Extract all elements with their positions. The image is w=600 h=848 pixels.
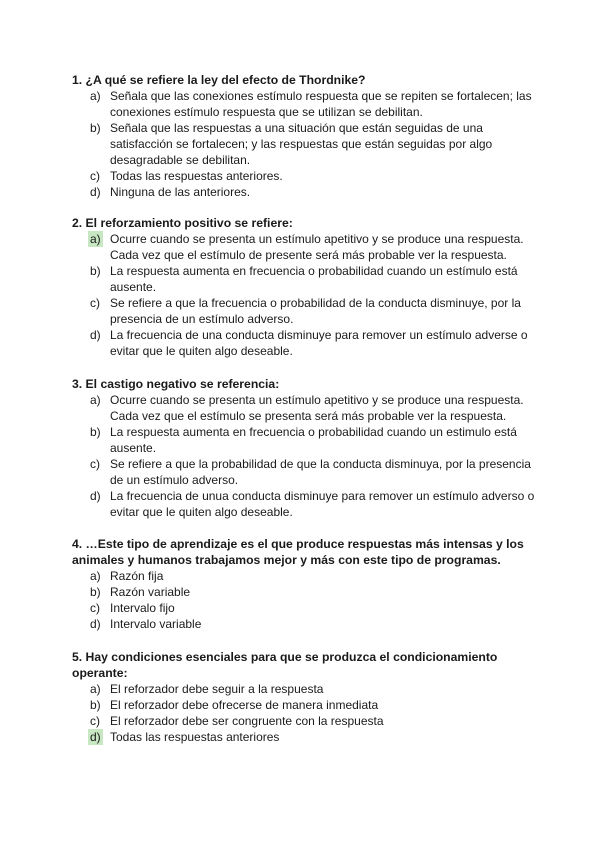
option-c bbox=[72, 456, 542, 488]
option-a bbox=[72, 568, 542, 584]
option-a bbox=[72, 681, 542, 697]
option-text: Todas las respuestas anteriores. bbox=[110, 169, 283, 183]
option-letter: c) bbox=[90, 601, 100, 615]
option-a bbox=[72, 88, 542, 120]
option-text: Todas las respuestas anteriores bbox=[110, 730, 280, 744]
option-text: Intervalo fijo bbox=[110, 601, 175, 615]
option-text: El reforzador debe ofrecerse de manera inmediata bbox=[110, 698, 379, 712]
option-text: Señala que las respuestas a una situación que están seguidas de una satisfacción se fortalecen; y las respuestas que están seguidas por algo desagradable se debilitan. bbox=[110, 121, 493, 167]
option-a bbox=[72, 231, 542, 263]
option-c bbox=[72, 168, 542, 184]
question-4 bbox=[72, 536, 542, 632]
option-list bbox=[72, 681, 542, 745]
option-text: Ocurre cuando se presenta un estímulo apetitivo y se produce una respuesta. Cada vez que el estímulo se presenta será más probable ver la respuesta. bbox=[110, 393, 524, 423]
option-c bbox=[72, 600, 542, 616]
option-letter: b) bbox=[90, 121, 101, 135]
option-letter: a) bbox=[90, 393, 101, 407]
option-letter: d) bbox=[90, 617, 101, 631]
question-title: 2. El reforzamiento positivo se refiere: bbox=[72, 216, 293, 230]
question-title: 4. …Este tipo de aprendizaje es el que produce respuestas más intensas y los animales y humanos trabajamos mejor y más con este tipo de programas. bbox=[72, 537, 524, 567]
option-text: El reforzador debe seguir a la respuesta bbox=[110, 682, 324, 696]
option-text: La frecuencia de una conducta disminuye para remover un estímulo adverse o evitar que le quiten algo deseable. bbox=[110, 328, 528, 358]
option-letter: c) bbox=[90, 457, 100, 471]
option-letter: b) bbox=[90, 425, 101, 439]
option-letter: d) bbox=[90, 328, 101, 342]
option-letter: b) bbox=[90, 264, 101, 278]
option-d bbox=[72, 327, 542, 359]
option-text: Razón fija bbox=[110, 569, 164, 583]
question-3 bbox=[72, 376, 542, 520]
option-letter: b) bbox=[90, 585, 101, 599]
option-text: Intervalo variable bbox=[110, 617, 202, 631]
option-c bbox=[72, 713, 542, 729]
option-a bbox=[72, 392, 542, 424]
option-letter: c) bbox=[90, 169, 100, 183]
option-text: La respuesta aumenta en frecuencia o probabilidad cuando un estímulo está ausente. bbox=[110, 264, 518, 294]
question-5 bbox=[72, 649, 542, 745]
option-b bbox=[72, 120, 542, 168]
option-d bbox=[72, 729, 542, 745]
option-letter: a) bbox=[90, 682, 101, 696]
option-d bbox=[72, 488, 542, 520]
option-text: Se refiere a que la frecuencia o probabilidad de la conducta disminuye, por la presencia de un estímulo adverso. bbox=[110, 296, 521, 326]
option-list bbox=[72, 568, 542, 632]
question-title: 5. Hay condiciones esenciales para que se produzca el condicionamiento operante: bbox=[72, 650, 498, 680]
option-c bbox=[72, 295, 542, 327]
option-text: Ninguna de las anteriores. bbox=[110, 185, 251, 199]
option-text: Señala que las conexiones estímulo respuesta que se repiten se fortalecen; las conexiones estímulo respuesta que se utilizan se debilitan. bbox=[110, 89, 532, 119]
option-b bbox=[72, 584, 542, 600]
option-list bbox=[72, 231, 542, 359]
question-title: 1. ¿A qué se refiere la ley del efecto de Thordnike? bbox=[72, 73, 366, 87]
option-d bbox=[72, 184, 542, 200]
question-2 bbox=[72, 215, 542, 359]
option-letter: d) bbox=[90, 185, 101, 199]
question-1 bbox=[72, 72, 542, 200]
option-text: La respuesta aumenta en frecuencia o probabilidad cuando un estimulo está ausente. bbox=[110, 425, 517, 455]
option-letter: c) bbox=[90, 296, 100, 310]
option-list bbox=[72, 88, 542, 200]
option-letter: a) bbox=[90, 89, 101, 103]
option-list bbox=[72, 392, 542, 520]
option-text: Se refiere a que la probabilidad de que la conducta disminuya, por la presencia de un estímulo adverso. bbox=[110, 457, 531, 487]
option-b bbox=[72, 263, 542, 295]
option-letter-highlighted: d) bbox=[90, 730, 101, 744]
option-d bbox=[72, 616, 542, 632]
option-b bbox=[72, 424, 542, 456]
option-b bbox=[72, 697, 542, 713]
option-text: Ocurre cuando se presenta un estímulo apetitivo y se produce una respuesta. Cada vez que el estímulo de presente será más probable ver la respuesta. bbox=[110, 232, 524, 262]
option-letter: c) bbox=[90, 714, 100, 728]
option-text: Razón variable bbox=[110, 585, 191, 599]
option-text: La frecuencia de unua conducta disminuye para remover un estímulo adverso o evitar que le quiten algo deseable. bbox=[110, 489, 535, 519]
option-letter: d) bbox=[90, 489, 101, 503]
option-letter: a) bbox=[90, 569, 101, 583]
option-text: El reforzador debe ser congruente con la respuesta bbox=[110, 714, 384, 728]
option-letter-highlighted: a) bbox=[90, 232, 101, 246]
question-title: 3. El castigo negativo se referencia: bbox=[72, 377, 280, 391]
option-letter: b) bbox=[90, 698, 101, 712]
